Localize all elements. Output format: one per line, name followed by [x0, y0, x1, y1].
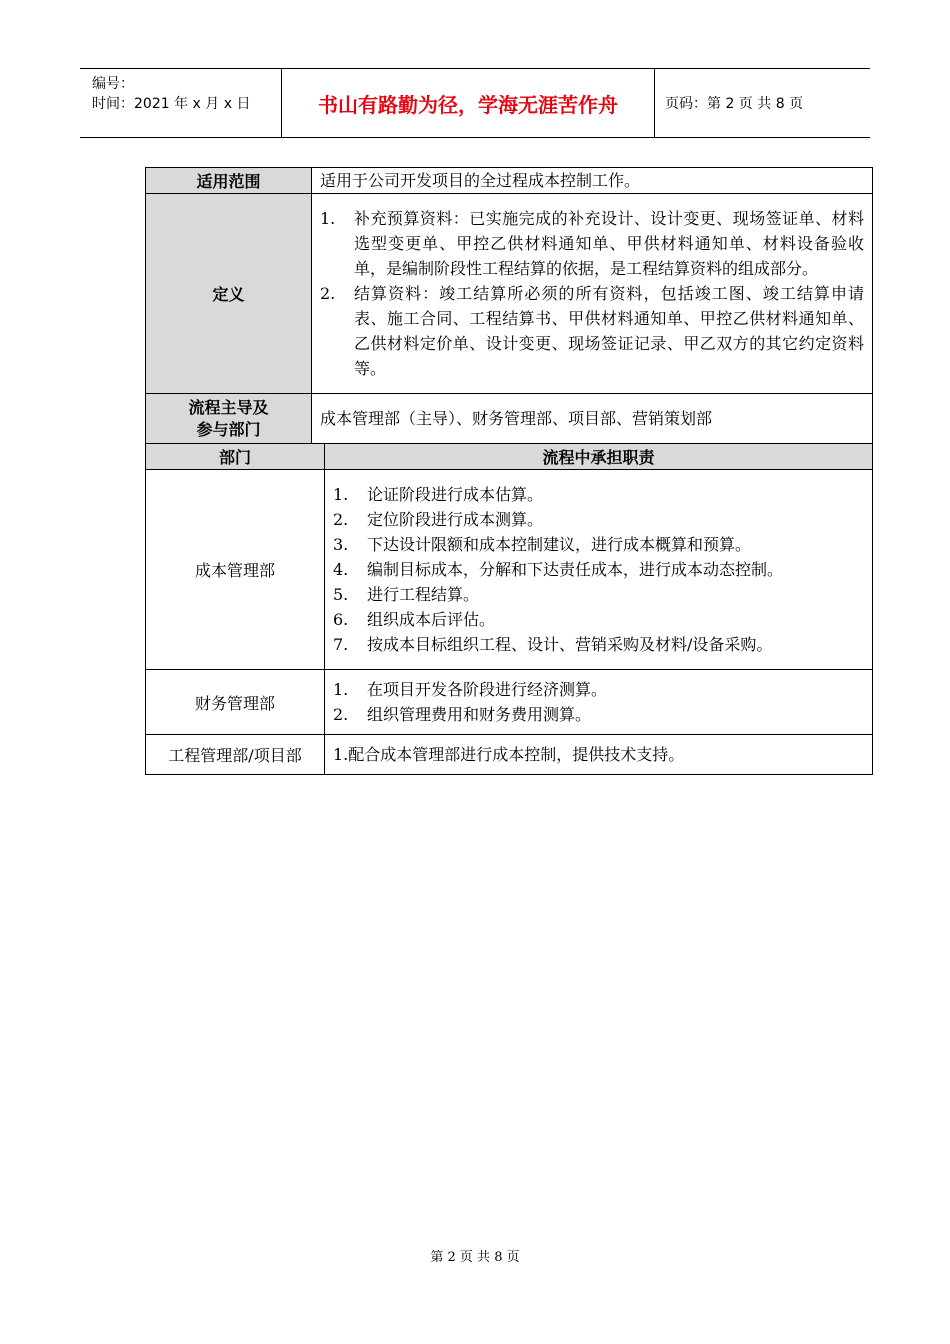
dept-duties: 1.配合成本管理部进行成本控制，提供技术支持。 [325, 735, 873, 775]
item-number: 3. [333, 535, 349, 554]
item-text: 下达设计限额和成本控制建议，进行成本概算和预算。 [367, 535, 752, 554]
doc-number-label: 编号： [92, 76, 134, 92]
item-number: 6. [333, 610, 349, 629]
dept-row [146, 670, 873, 735]
duty-list [333, 677, 864, 727]
dept-row [146, 470, 873, 670]
item-text: 进行工程结算。 [367, 585, 480, 604]
duty-item [333, 582, 864, 607]
lead-label-line: 流程主导及 [188, 397, 269, 417]
lead-dept-row [146, 394, 873, 444]
duty-item [333, 632, 864, 657]
item-text: 组织成本后评估。 [367, 610, 496, 629]
dept-row [146, 735, 873, 775]
dept-duties [325, 670, 873, 735]
item-number: 4. [333, 560, 349, 579]
header-meta [80, 69, 280, 137]
item-text: 论证阶段进行成本估算。 [367, 485, 544, 504]
dept-name: 成本管理部 [146, 470, 325, 670]
item-number: 1. [333, 485, 349, 504]
item-number: 7. [333, 635, 349, 654]
item-number: 2. [333, 510, 349, 529]
item-text: 在项目开发各阶段进行经济测算。 [367, 680, 608, 699]
dept-name: 财务管理部 [146, 670, 325, 735]
dept-duties [325, 470, 873, 670]
duty-item [333, 702, 864, 727]
lead-dept-label [146, 394, 312, 444]
item-number: 1. [320, 209, 336, 228]
item-text: 结算资料：竣工结算所必须的所有资料，包括竣工图、竣工结算申请表、施工合同、工程结算书、甲供材料通知单、甲控乙供材料通知单、乙供材料定价单、设计变更、现场签证记录、甲乙双方的其它约定资料等。 [354, 284, 865, 378]
scope-row [146, 168, 873, 194]
duty-item [333, 677, 864, 702]
duty-item [333, 507, 864, 532]
item-text: 补充预算资料：已实施完成的补充设计、设计变更、现场签证单、材料选型变更单、甲控乙供材料通知单、甲供材料通知单、材料设备验收单，是编制阶段性工程结算的依据，是工程结算资料的组成部分。 [354, 209, 865, 278]
column-header-row [146, 444, 873, 470]
header-motto: 书山有路勤为径，学海无涯苦作舟 [281, 69, 655, 137]
scope-label: 适用范围 [146, 168, 312, 194]
scope-value: 适用于公司开发项目的全过程成本控制工作。 [312, 168, 873, 194]
definition-cell [312, 194, 873, 394]
item-number: 2. [333, 705, 349, 724]
item-text: 组织管理费用和财务费用测算。 [367, 705, 592, 724]
item-number: 2. [320, 284, 336, 303]
header-page-info: 页码：第 2 页 共 8 页 [665, 96, 804, 112]
lead-dept-value: 成本管理部（主导）、财务管理部、项目部、营销策划部 [312, 394, 873, 444]
item-text: 按成本目标组织工程、设计、营销采购及材料/设备采购。 [367, 635, 773, 654]
col-header-dept: 部门 [146, 444, 325, 470]
item-text: 编制目标成本，分解和下达责任成本，进行成本动态控制。 [367, 560, 784, 579]
duty-list [333, 482, 864, 657]
item-number: 5. [333, 585, 349, 604]
duty-item [333, 557, 864, 582]
duty-item [333, 607, 864, 632]
definition-list [320, 206, 864, 381]
dept-name: 工程管理部/项目部 [146, 735, 325, 775]
duty-item [333, 532, 864, 557]
page-footer: 第 2 页 共 8 页 [430, 1250, 520, 1265]
item-text: 定位阶段进行成本测算。 [367, 510, 544, 529]
doc-date-label: 时间：2021 年 x 月 x 日 [92, 96, 251, 112]
page-header [80, 68, 870, 138]
item-number: 1. [333, 680, 349, 699]
definition-item [320, 206, 864, 281]
definition-row [146, 194, 873, 394]
duty-item [333, 482, 864, 507]
col-header-duty: 流程中承担职责 [325, 444, 873, 470]
process-table [145, 167, 873, 775]
lead-label-line: 参与部门 [196, 419, 261, 439]
definition-item [320, 281, 864, 381]
definition-label: 定义 [146, 194, 312, 394]
